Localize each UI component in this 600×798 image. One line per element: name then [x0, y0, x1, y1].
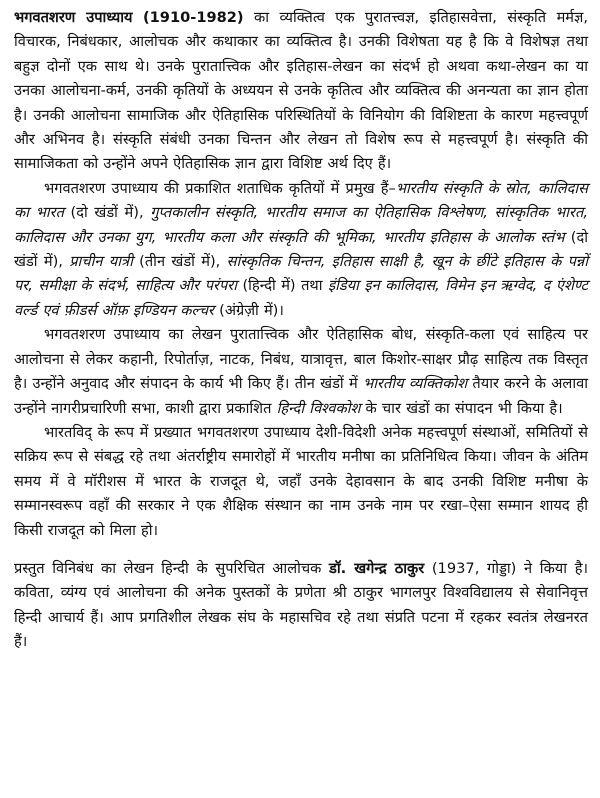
works-note-4: (हिन्दी में) तथा [237, 277, 328, 295]
writer-text-1: प्रस्तुत विनिबंध का लेखन हिन्दी के सुपरिचित आलोचक [14, 559, 330, 577]
works-note-2: (दो खंडों में), [14, 228, 588, 271]
works-titles-1: भारतीय संस्कृति के स्रोत, कालिदास का भारत [14, 179, 588, 222]
works-note-5: (अंग्रेज़ी में)। [213, 301, 284, 319]
scope-text-1: भगवतशरण उपाध्याय का लेखन पुरातात्त्विक और ऐतिहासिक बोध, संस्कृति-कला एवं साहित्य पर आलोचना से लेकर कहानी, रिपोर्ताज़, नाटक, निबंध, यात्रावृत्त, बाल किशोर-साक्षर प्रौढ़ साहित्य तक विस्तृत है। उन्होंने अनुवाद और संपादन के कार्य भी किए हैं। तीन खंडों में [14, 326, 588, 393]
indologist-text: भारतविद् के रूप में प्रख्यात भगवतशरण उपाध्याय देशी-विदेशी अनेक महत्त्वपूर्ण संस्थाओं, समितियों से सक्रिय रूप से संबद्ध रहे तथा अंतर्राष्ट्रीय समारोहों में भारतीय मनीषा का प्रतिनिधित्व किया। जीवन के अंतिम समय में वे मॉरीशस में भारत के राजदूत थे, जहाँ उनके देहावसान के बाद उनकी विशिष्ट मनीषा के सम्मानस्वरूप वहाँ की सरकार ने एक शैक्षिक संस्थान का नाम उनके नाम पर रखा–ऐसा सम्मान शायद ही किसी राजदूत को मिला हो। [14, 423, 588, 539]
works-titles-2: गुप्तकालीन संस्कृति, भारतीय समाज का ऐतिहासिक विश्लेषण, सांस्कृतिक भारत, कालिदास और उनका युग, भारतीय कला और संस्कृति की भूमिका, भारतीय इतिहास के आलोक स्तंभ [14, 204, 588, 246]
works-lead-text: भगवतशरण उपाध्याय की प्रकाशित शताधिक कृतियों में प्रमुख हैं– [44, 179, 396, 197]
paragraph-introduction [14, 6, 588, 177]
scope-title-2: हिन्दी विश्वकोश [276, 399, 361, 417]
works-note-3: (तीन खंडों में), [132, 253, 227, 271]
works-titles-4: सांस्कृतिक चिन्तन, इतिहास साक्षी है, खून के छींटे इतिहास के पन्नों पर, समीक्षा के संदर्भ, साहित्य और परंपरा [14, 253, 588, 295]
works-note-1: (दो खंडों में), [63, 204, 151, 222]
writer-name: डॉ. खगेन्द्र ठाकुर [329, 559, 425, 577]
author-dates: (1910-1982) [142, 9, 244, 26]
scope-text-2: तैयार करने के अलावा उन्होंने नागरीप्रचारिणी सभा, काशी द्वारा प्रकाशित [14, 375, 589, 417]
paragraph-about-writer [14, 557, 588, 655]
scope-title-1: भारतीय व्यक्तिकोश [363, 375, 468, 393]
writer-text-2: (1937, गोड्डा) ने किया है। कविता, व्यंग्य एवं आलोचना की अनेक पुस्तकों के प्रणेता श्री ठाकुर भागलपुर विश्वविद्यालय से सेवानिवृत्त हिन्दी आचार्य हैं। आप प्रगतिशील लेखक संघ के महासचिव रहे तथा संप्रति पटना में रहकर स्वतंत्र लेखनरत हैं। [14, 559, 588, 651]
works-titles-3: प्राचीन यात्री [69, 253, 133, 271]
author-name: भगवतशरण उपाध्याय [14, 9, 133, 26]
intro-text: का व्यक्तित्व एक पुरातत्त्वज्ञ, इतिहासवेत्ता, संस्कृति मर्मज्ञ, विचारक, निबंधकार, आलोचक और कथाकार का व्यक्तित्व है। उनकी विशेषता यह है कि वे विशेषज्ञ तथा बहुज्ञ दोनों एक साथ थे। उनके पुरातात्त्विक और इतिहास-लेखन का संदर्भ हो अथवा कथा-लेखन का या उनका आलोचना-कर्म, उनकी कृतियों के अध्ययन से उनके कृतित्व और व्यक्तित्व की अनन्यता का ज्ञान होता है। उनकी आलोचना सामाजिक और ऐतिहासिक परिस्थितियों के विनियोग की विशिष्टता के कारण महत्त्वपूर्ण और अभिनव है। संस्कृति संबंधी उनका चिन्तन और लेखन तो विशेष रूप से महत्त्वपूर्ण है। संस्कृति की सामाजिकता को उन्होंने अपने ऐतिहासिक ज्ञान द्वारा विशिष्ट अर्थ दिए हैं। [14, 9, 589, 173]
scope-text-3: के चार खंडों का संपादन भी किया है। [360, 399, 563, 417]
paragraph-writing-scope [14, 323, 588, 421]
paragraph-indologist [14, 421, 588, 543]
works-titles-5: इंडिया इन कालिदास, विमेन इन ऋग्वेद, द एंशेण्ट वर्ल्ड एवं फ़ीडर्स ऑफ़ इण्डियन कल्चर [14, 277, 588, 319]
paragraph-works [14, 177, 588, 323]
